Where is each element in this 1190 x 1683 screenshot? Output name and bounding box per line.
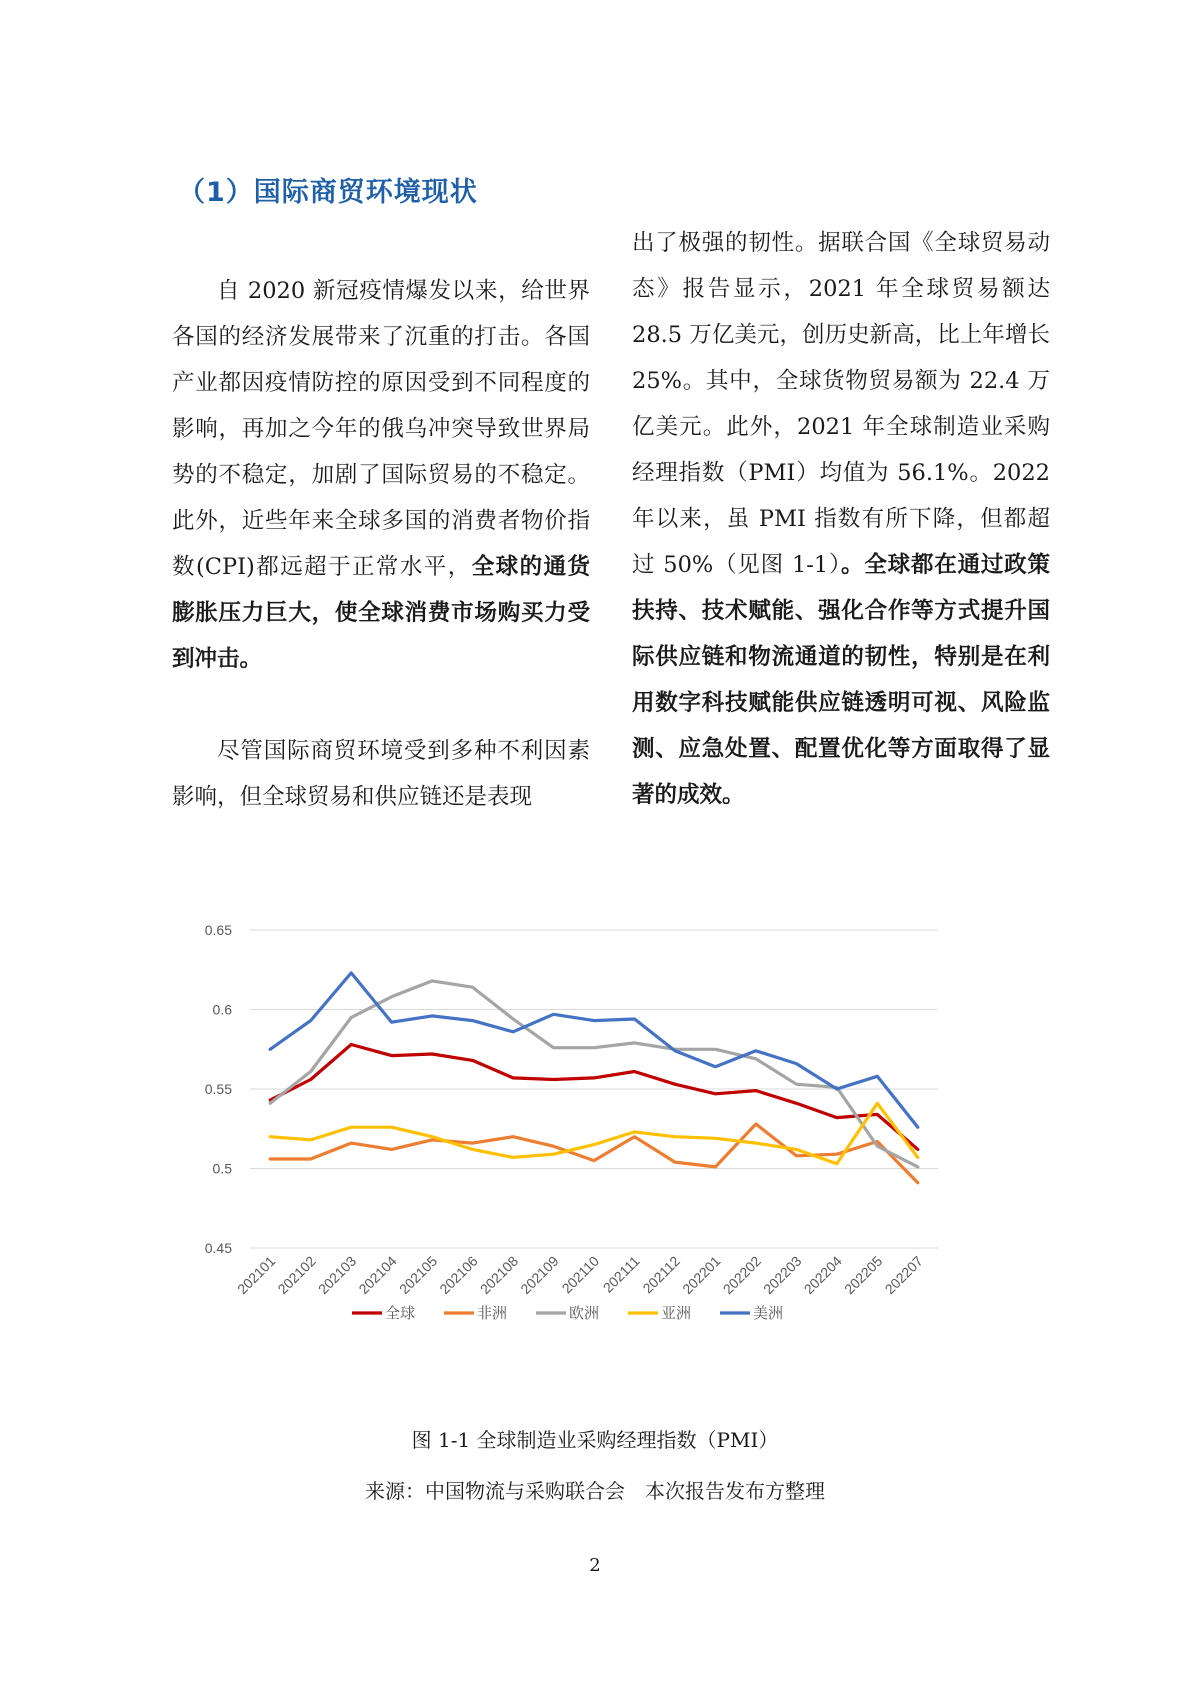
paragraph-text: 尽管国际商贸环境受到多种不利因素影响，但全球贸易和供应链还是表现 [172,738,590,810]
figure-source: 来源：中国物流与采购联合会 本次报告发布方整理 [365,1479,825,1503]
x-tick-label: 202102 [274,1252,319,1298]
y-tick-label: 0.6 [212,1001,232,1018]
paragraph-text: 出了极强的韧性。据联合国《全球贸易动态》报告显示，2021 年全球贸易额达 28.5 万亿美元，创历史新高，比上年增长 25%。其中，全球货物贸易额为 22.4 万亿美元。此外，2021 年全球制造业采购经理指数（PMI）均值为 56.1%。2022 年以来，虽 PMI 指数有所下降，但都超过 50%（见图 1-1） [632,230,1050,578]
series-line-欧洲 [270,981,918,1167]
paragraph-bold-text: 。全球都在通过政策扶持、技术赋能、强化合作等方式提升国际供应链和物流通道的韧性，特别是在利用数字科技赋能供应链透明可视、风险监测、应急处置、配置优化等方面取得了显著的成效。 [632,552,1050,808]
legend-label: 欧洲 [569,1304,600,1322]
x-tick-label: 202205 [841,1252,886,1298]
paragraph [172,728,590,820]
series-line-全球 [270,1045,918,1150]
x-tick-label: 202105 [395,1252,441,1298]
y-tick-label: 0.65 [204,922,232,938]
y-tick-label: 0.55 [204,1081,232,1097]
series-line-非洲 [270,1124,918,1183]
paragraph-bold-text: 全球的通货膨胀压力巨大，使全球消费市场购买力受到冲击。 [172,554,590,672]
x-tick-label: 202202 [719,1252,765,1298]
x-tick-label: 202111 [599,1252,643,1296]
x-tick-label: 202109 [517,1252,562,1298]
x-tick-label: 202112 [639,1252,684,1297]
y-tick-label: 0.5 [212,1160,232,1177]
x-tick-label: 202204 [800,1252,845,1298]
x-tick-label: 202201 [679,1252,724,1298]
x-tick-label: 202203 [760,1252,805,1298]
page-number: 2 [589,1555,601,1576]
legend-label: 美洲 [753,1304,784,1322]
paragraph [632,220,1050,818]
x-tick-label: 202110 [558,1252,603,1297]
x-tick-label: 202103 [314,1252,360,1298]
figure-caption: 图 1-1 全球制造业采购经理指数（PMI） [411,1428,779,1452]
section-heading: （1）国际商贸环境现状 [178,177,478,208]
y-tick-label: 0.45 [204,1240,232,1256]
x-tick-label: 202104 [355,1252,400,1298]
right-column [632,220,1050,818]
legend-label: 全球 [385,1304,416,1322]
x-tick-label: 202106 [436,1252,481,1298]
left-column [172,268,590,820]
legend-label: 亚洲 [661,1304,692,1322]
x-tick-label: 202101 [234,1252,279,1298]
paragraph [172,268,590,682]
x-tick-label: 202207 [881,1252,926,1298]
paragraph-text: 自 2020 新冠疫情爆发以来，给世界各国的经济发展带来了沉重的打击。各国产业都因疫情防控的原因受到不同程度的影响，再加之今年的俄乌冲突导致世界局势的不稳定，加剧了国际贸易的不稳定。此外，近些年来全球多国的消费者物价指数(CPI)都远超于正常水平， [172,278,590,580]
legend-label: 非洲 [477,1304,508,1322]
x-tick-label: 202108 [476,1252,522,1298]
pmi-line-chart [200,900,960,1340]
